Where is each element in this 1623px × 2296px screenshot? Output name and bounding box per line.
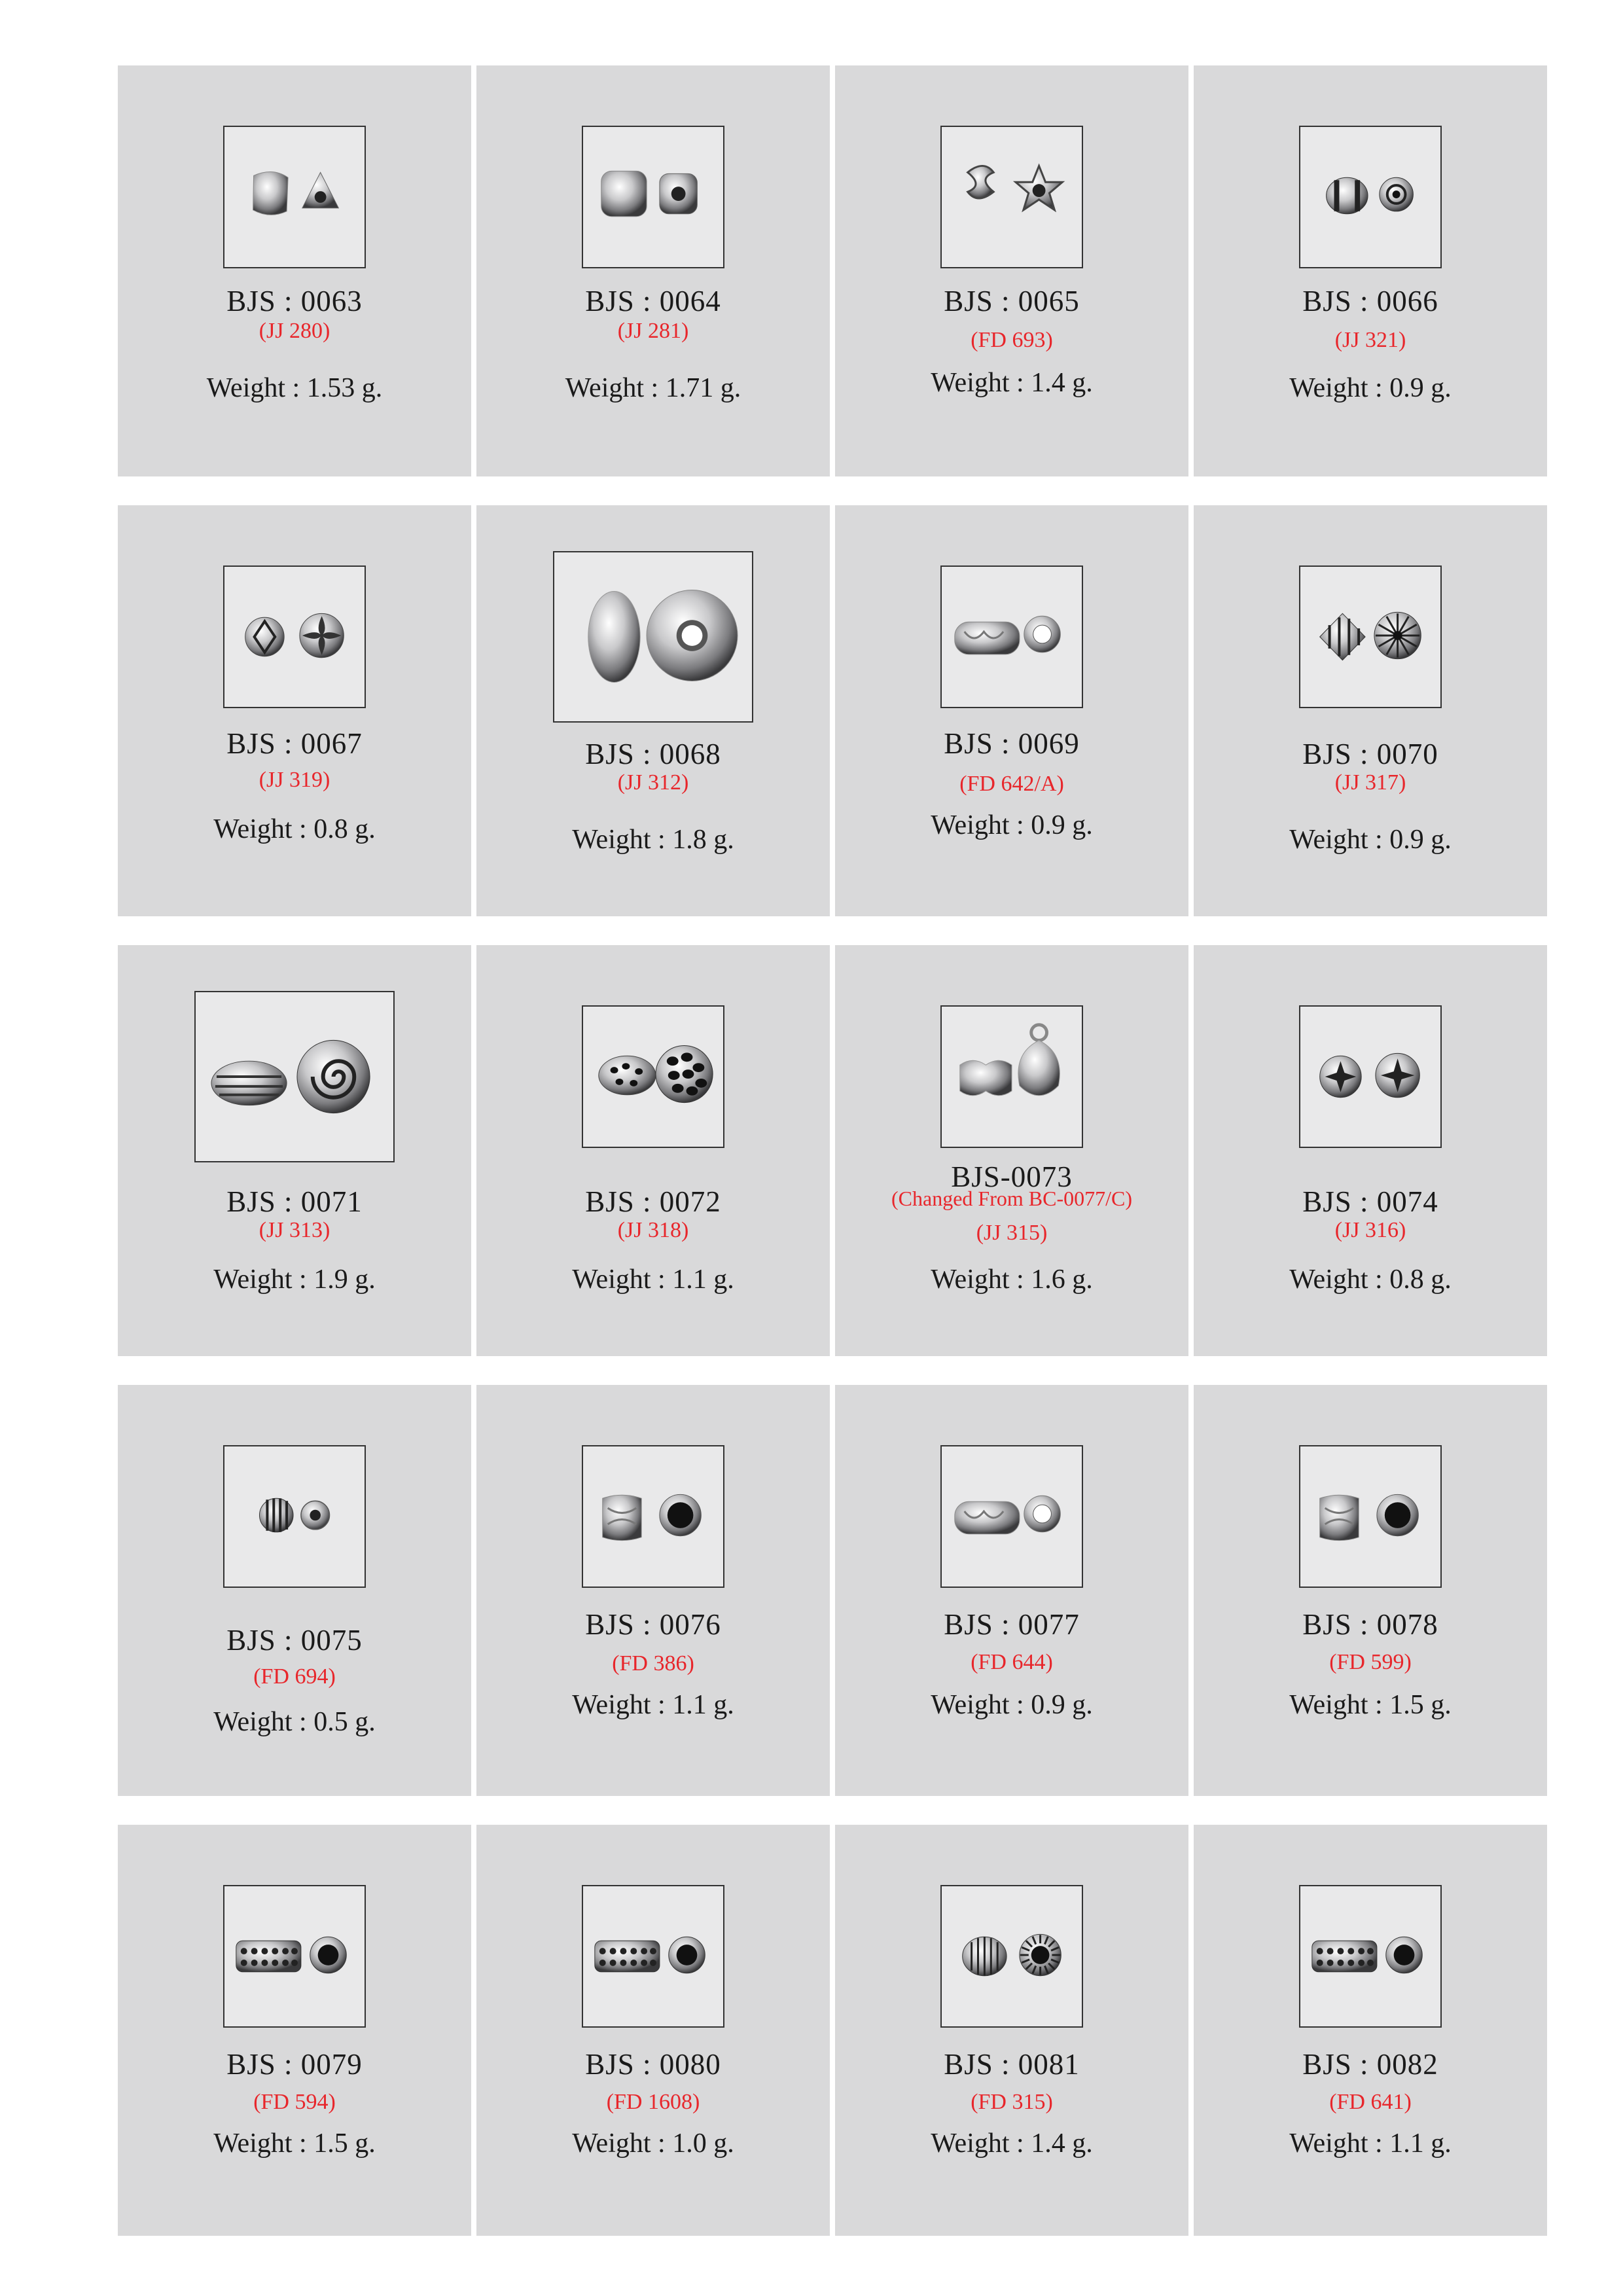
product-reference: (FD 599) [1329, 1650, 1412, 1674]
cube-bead-pair-icon [224, 127, 365, 267]
product-reference: (JJ 317) [1334, 770, 1406, 795]
product-photo [1299, 1445, 1442, 1588]
product-code: BJS : 0063 [226, 285, 363, 317]
product-weight: Weight : 0.5 g. [213, 1707, 376, 1737]
product-card [118, 945, 471, 1356]
product-photo [223, 1445, 366, 1588]
product-change-note: (Changed From BC-0077/C) [891, 1187, 1132, 1210]
product-photo [582, 1885, 724, 2028]
product-weight: Weight : 1.8 g. [572, 825, 734, 855]
product-weight: Weight : 1.5 g. [213, 2128, 376, 2159]
product-photo [940, 126, 1083, 268]
product-photo [1299, 565, 1442, 708]
product-code: BJS : 0065 [944, 285, 1080, 317]
product-photo [194, 991, 395, 1162]
product-weight: Weight : 1.5 g. [1289, 1690, 1452, 1720]
product-photo [1299, 1885, 1442, 2028]
product-card [118, 505, 471, 916]
spiral-bead-pair-icon [196, 992, 393, 1161]
product-card [118, 1825, 471, 2236]
product-card [476, 1385, 830, 1796]
ornate-tube-bead-pair-icon [583, 1886, 723, 2026]
product-code: BJS : 0078 [1302, 1608, 1438, 1641]
ornate-tube-bead-pair-icon [1300, 1886, 1440, 2026]
product-card [1194, 65, 1547, 476]
product-weight: Weight : 1.53 g. [206, 373, 383, 403]
product-reference: (JJ 315) [976, 1221, 1048, 1245]
product-weight: Weight : 0.8 g. [1289, 1265, 1452, 1295]
product-reference: (FD 594) [253, 2090, 336, 2114]
product-card [1194, 1385, 1547, 1796]
flower-cap-pair-icon [942, 127, 1082, 267]
product-weight: Weight : 0.9 g. [931, 810, 1093, 840]
product-weight: Weight : 0.9 g. [1289, 825, 1452, 855]
product-code: BJS : 0068 [585, 738, 721, 770]
rondelle-bead-pair-icon [554, 552, 752, 721]
product-code: BJS : 0064 [585, 285, 721, 317]
product-card [118, 1385, 471, 1796]
product-photo [940, 1445, 1083, 1588]
product-photo [940, 1005, 1083, 1148]
product-photo [940, 1885, 1083, 2028]
product-weight: Weight : 1.1 g. [572, 1690, 734, 1720]
product-code: BJS : 0069 [944, 727, 1080, 760]
product-photo [582, 1445, 724, 1588]
product-weight: Weight : 0.8 g. [213, 814, 376, 844]
product-code: BJS-0073 [951, 1160, 1073, 1193]
striped-bead-pair-icon [224, 1446, 365, 1587]
product-photo [553, 551, 753, 723]
tube-bead-pair-icon [942, 1446, 1082, 1587]
product-code: BJS : 0075 [226, 1624, 363, 1657]
product-reference: (FD 693) [971, 328, 1053, 352]
product-card [1194, 1825, 1547, 2236]
bicone-bead-pair-icon [1300, 567, 1440, 707]
product-code: BJS : 0080 [585, 2048, 721, 2081]
product-photo [582, 126, 724, 268]
product-weight: Weight : 1.9 g. [213, 1265, 376, 1295]
product-reference: (FD 386) [612, 1651, 694, 1676]
product-card [476, 505, 830, 916]
product-card [835, 1825, 1188, 2236]
product-photo [223, 565, 366, 708]
product-card [835, 1385, 1188, 1796]
product-code: BJS : 0079 [226, 2048, 363, 2081]
product-weight: Weight : 0.9 g. [1289, 373, 1452, 403]
product-reference: (JJ 281) [617, 319, 689, 343]
product-code: BJS : 0067 [226, 727, 363, 760]
product-weight: Weight : 1.6 g. [931, 1265, 1093, 1295]
product-weight: Weight : 1.4 g. [931, 2128, 1093, 2159]
product-card [1194, 945, 1547, 1356]
product-photo [582, 1005, 724, 1148]
flower-bead-pair-icon [224, 567, 365, 707]
product-code: BJS : 0074 [1302, 1185, 1438, 1218]
charm-bead-pair-icon [942, 1007, 1082, 1147]
product-reference: (FD 315) [971, 2090, 1053, 2114]
product-card [835, 945, 1188, 1356]
product-weight: Weight : 1.1 g. [572, 1265, 734, 1295]
product-card [835, 65, 1188, 476]
product-reference: (JJ 318) [617, 1218, 689, 1242]
product-code: BJS : 0072 [585, 1185, 721, 1218]
product-reference: (JJ 321) [1334, 328, 1406, 352]
product-card [1194, 505, 1547, 916]
product-card [476, 1825, 830, 2236]
product-photo [1299, 126, 1442, 268]
square-bead-pair-icon [583, 127, 723, 267]
product-weight: Weight : 1.4 g. [931, 368, 1093, 398]
product-photo [1299, 1005, 1442, 1148]
barrel-bead-pair-icon [583, 1446, 723, 1587]
product-code: BJS : 0076 [585, 1608, 721, 1641]
product-reference: (JJ 280) [259, 319, 330, 343]
product-code: BJS : 0070 [1302, 738, 1438, 770]
product-code: BJS : 0081 [944, 2048, 1080, 2081]
product-reference: (FD 642/A) [959, 772, 1064, 796]
product-code: BJS : 0082 [1302, 2048, 1438, 2081]
product-weight: Weight : 0.9 g. [931, 1690, 1093, 1720]
product-code: BJS : 0071 [226, 1185, 363, 1218]
round-bead-pair-icon [1300, 127, 1440, 267]
product-code: BJS : 0066 [1302, 285, 1438, 317]
product-reference: (FD 641) [1329, 2090, 1412, 2114]
product-photo [940, 565, 1083, 708]
spotted-bead-pair-icon [583, 1007, 723, 1147]
product-reference: (FD 644) [971, 1650, 1053, 1674]
product-weight: Weight : 1.1 g. [1289, 2128, 1452, 2159]
ornate-tube-bead-pair-icon [224, 1886, 365, 2026]
product-code: BJS : 0077 [944, 1608, 1080, 1641]
product-card [476, 945, 830, 1356]
product-reference: (JJ 313) [259, 1218, 330, 1242]
product-reference: (JJ 319) [259, 768, 330, 792]
product-photo [223, 1885, 366, 2028]
product-reference: (FD 1608) [606, 2090, 700, 2114]
product-card [118, 65, 471, 476]
product-reference: (FD 694) [253, 1664, 336, 1689]
product-photo [223, 126, 366, 268]
product-weight: Weight : 1.71 g. [565, 373, 741, 403]
fluted-bead-pair-icon [942, 1886, 1082, 2026]
star-bead-pair-icon [1300, 1007, 1440, 1147]
tube-bead-pair-icon [942, 567, 1082, 707]
product-weight: Weight : 1.0 g. [572, 2128, 734, 2159]
barrel-bead-pair-icon [1300, 1446, 1440, 1587]
product-reference: (JJ 312) [617, 770, 689, 795]
product-card [476, 65, 830, 476]
product-card [835, 505, 1188, 916]
product-reference: (JJ 316) [1334, 1218, 1406, 1242]
